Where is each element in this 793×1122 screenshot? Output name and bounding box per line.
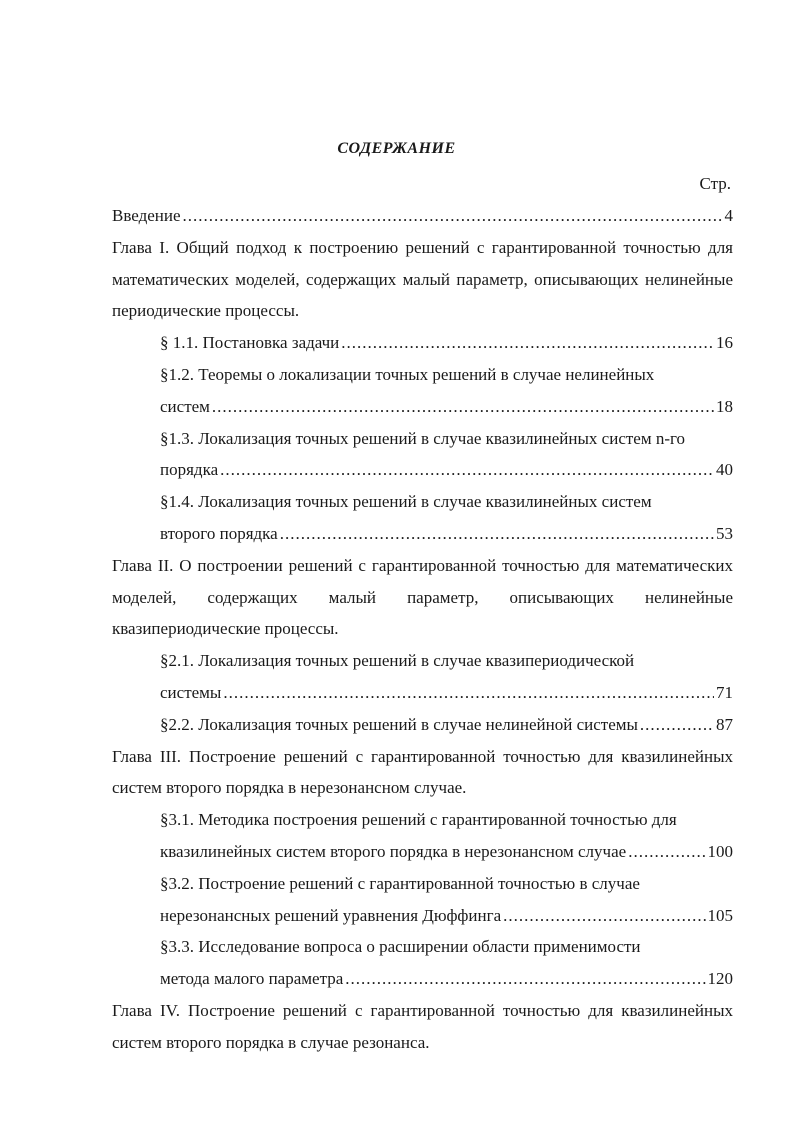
- toc-entry-last-line: [160, 677, 733, 709]
- toc-page-number: 71: [716, 682, 733, 702]
- toc-entry-2-2[interactable]: [160, 709, 733, 741]
- toc-page-number: 100: [707, 841, 733, 861]
- toc-entry-first-line: §3.1. Методика построения решений с гарантированной точностью для: [160, 810, 677, 830]
- toc-entry-first-line: §2.1. Локализация точных решений в случае квазипериодической: [160, 651, 635, 671]
- toc-entry-last-line: [160, 391, 733, 423]
- toc-entry-1-2[interactable]: [160, 359, 733, 423]
- toc-entry-first-line: §1.2. Теоремы о локализации точных решений в случае нелинейных: [160, 364, 655, 384]
- toc-page-number: 16: [716, 333, 733, 353]
- dot-leader: [280, 518, 714, 550]
- toc-entry-label: систем: [160, 396, 210, 416]
- toc-entry-introduction[interactable]: [112, 200, 733, 232]
- toc-entry-1-1[interactable]: [160, 327, 733, 359]
- toc-entry-label: системы: [160, 682, 222, 702]
- toc-page-number: 105: [707, 905, 733, 925]
- dot-leader: [341, 327, 714, 359]
- toc-chapter-3-heading[interactable]: Глава III. Построение решений с гарантированной точностью для квазилинейных систем второго порядка в нерезонансном случае.: [112, 746, 733, 798]
- toc-chapter-4-heading[interactable]: Глава IV. Построение решений с гарантированной точностью для квазилинейных систем второго порядка в случае резонанса.: [112, 1000, 733, 1052]
- toc-page-number: 18: [716, 396, 733, 416]
- toc-entry-1-4[interactable]: [160, 486, 733, 550]
- toc-entry-last-line: [160, 900, 733, 932]
- toc-page-number: 4: [724, 206, 733, 225]
- page-column-label: Стр.: [699, 174, 731, 193]
- dot-leader: [503, 900, 705, 932]
- dot-leader: [212, 391, 714, 423]
- dot-leader: [183, 200, 723, 232]
- toc-entry-first-line: §3.2. Построение решений с гарантированной точностью в случае: [160, 873, 640, 893]
- toc-entry-label: Введение: [112, 206, 181, 225]
- toc-page-number: 53: [716, 523, 733, 543]
- toc-page-number: 40: [716, 460, 733, 480]
- toc-page-number: 87: [716, 714, 733, 734]
- toc-entry-label: §2.2. Локализация точных решений в случае нелинейной системы: [160, 714, 638, 734]
- dot-leader: [640, 709, 714, 741]
- toc-entry-first-line: §3.3. Исследование вопроса о расширении области применимости: [160, 937, 641, 957]
- toc-entry-label: второго порядка: [160, 523, 278, 543]
- toc-entry-label: нерезонансных решений уравнения Дюффинга: [160, 905, 502, 925]
- toc-entry-first-line: §1.4. Локализация точных решений в случае квазилинейных систем: [160, 492, 652, 512]
- toc-page-number: 120: [707, 969, 733, 989]
- dot-leader: [220, 454, 714, 486]
- toc-entry-3-2[interactable]: [160, 868, 733, 932]
- toc-entry-last-line: [160, 836, 733, 868]
- toc-entry-last-line: [160, 963, 733, 995]
- toc-entry-3-3[interactable]: [160, 931, 733, 995]
- toc-entry-last-line: [160, 454, 733, 486]
- toc-entry-1-3[interactable]: [160, 423, 733, 487]
- toc-entry-label: порядка: [160, 460, 219, 480]
- toc-entry-label: метода малого параметра: [160, 969, 344, 989]
- dot-leader: [223, 677, 714, 709]
- dot-leader: [628, 836, 705, 868]
- toc-entry-last-line: [160, 518, 733, 550]
- dot-leader: [345, 963, 705, 995]
- toc-chapter-2-heading[interactable]: Глава II. О построении решений с гарантированной точностью для математических моделей, содержащих малый параметр, описывающих нелинейные квазипериодические процессы.: [112, 555, 733, 639]
- toc-entry-label: квазилинейных систем второго порядка в нерезонансном случае: [160, 841, 627, 861]
- toc-entry-2-1[interactable]: [160, 645, 733, 709]
- toc-entry-label: § 1.1. Постановка задачи: [160, 333, 340, 353]
- page-title: СОДЕРЖАНИЕ: [337, 140, 456, 157]
- toc-chapter-1-heading[interactable]: Глава I. Общий подход к построению решений с гарантированной точностью для математических моделей, содержащих малый параметр, описывающих нелинейные периодические процессы.: [112, 237, 733, 321]
- toc-entry-3-1[interactable]: [160, 804, 733, 868]
- table-of-contents: [112, 200, 733, 1059]
- toc-entry-first-line: §1.3. Локализация точных решений в случае квазилинейных систем n-го: [160, 428, 686, 448]
